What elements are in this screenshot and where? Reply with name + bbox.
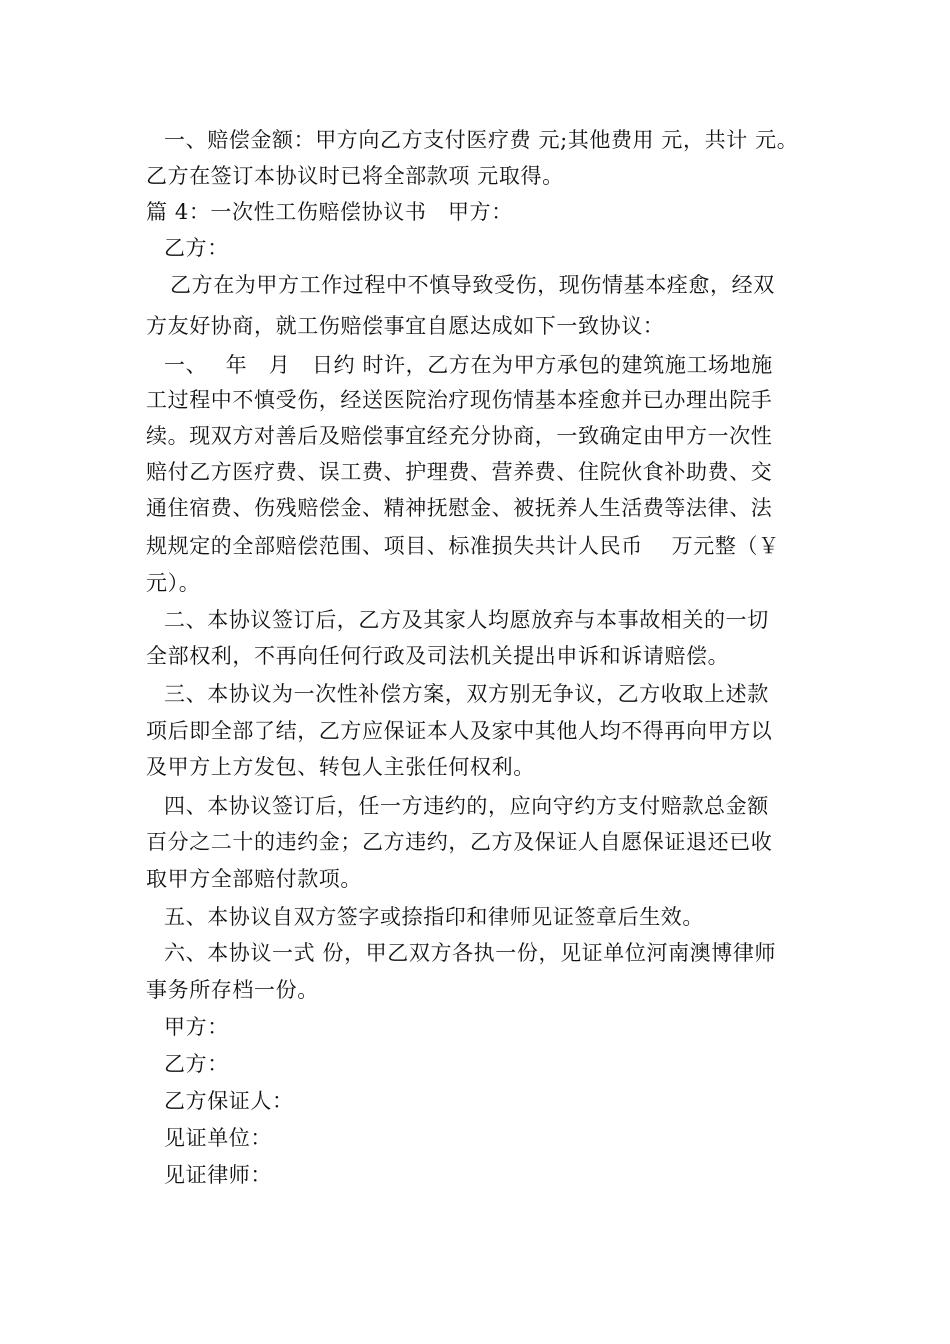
paragraph-line: 取甲方全部赔付款项。 [146,867,362,891]
paragraph-line: 百分之二十的违约金；乙方违约，乙方及保证人自愿保证退还已收 [146,830,773,854]
section-title: 篇 4：一次性工伤赔偿协议书 甲方： [146,200,513,224]
paragraph-line: 工过程中不慎受伤，经送医院治疗现伤情基本痊愈并已办理出院手 [146,388,773,412]
paragraph-line: 乙方在签订本协议时已将全部款项 元取得。 [146,164,564,188]
paragraph-line: 及甲方上方发包、转包人主张任何权利。 [146,755,535,779]
clause-two: 二、本协议签订后，乙方及其家人均愿放弃与本事故相关的一切 [164,608,769,632]
clause-five: 五、本协议自双方签字或捺指印和律师见证签章后生效。 [164,905,704,929]
paragraph-line: 事务所存档一份。 [146,978,319,1002]
clause-four: 四、本协议签订后，任一方违约的，应向守约方支付赔款总金额 [164,794,769,818]
signature-witness-unit: 见证单位： [164,1126,272,1150]
paragraph-intro: 乙方在为甲方工作过程中不慎导致受伤，现伤情基本痊愈，经双 [170,273,775,297]
clause-one: 一、 年 月 日约 时许，乙方在为甲方承包的建筑施工场地施 [164,353,773,377]
signature-party-a: 甲方： [164,1015,229,1039]
signature-witness-lawyer: 见证律师： [164,1163,272,1187]
clause-six: 六、本协议一式 份，甲乙双方各执一份，见证单位河南澳博律师 [164,941,777,965]
paragraph-compensation-amount: 一、赔偿金额：甲方向乙方支付医疗费 元;其他费用 元，共计 元。 [164,128,799,152]
party-b-label: 乙方： [164,236,229,260]
paragraph-line: 规规定的全部赔偿范围、项目、标准损失共计人民币 万元整（￥ [146,534,780,558]
signature-guarantor: 乙方保证人： [164,1089,294,1113]
paragraph-line: 全部权利，不再向任何行政及司法机关提出申诉和诉请赔偿。 [146,644,730,668]
paragraph-line: 赔付乙方医疗费、误工费、护理费、营养费、住院伙食补助费、交 [146,460,773,484]
paragraph-line: 通住宿费、伤残赔偿金、精神抚慰金、被抚养人生活费等法律、法 [146,496,773,520]
clause-three: 三、本协议为一次性补偿方案，双方别无争议，乙方收取上述款 [164,682,769,706]
signature-party-b: 乙方： [164,1052,229,1076]
paragraph-line: 续。现双方对善后及赔偿事宜经充分协商，一致确定由甲方一次性 [146,424,773,448]
paragraph-line: 元）。 [146,571,201,595]
paragraph-line: 方友好协商，就工伤赔偿事宜自愿达成如下一致协议： [146,314,665,338]
paragraph-line: 项后即全部了结，乙方应保证本人及家中其他人均不得再向甲方以 [146,719,773,743]
